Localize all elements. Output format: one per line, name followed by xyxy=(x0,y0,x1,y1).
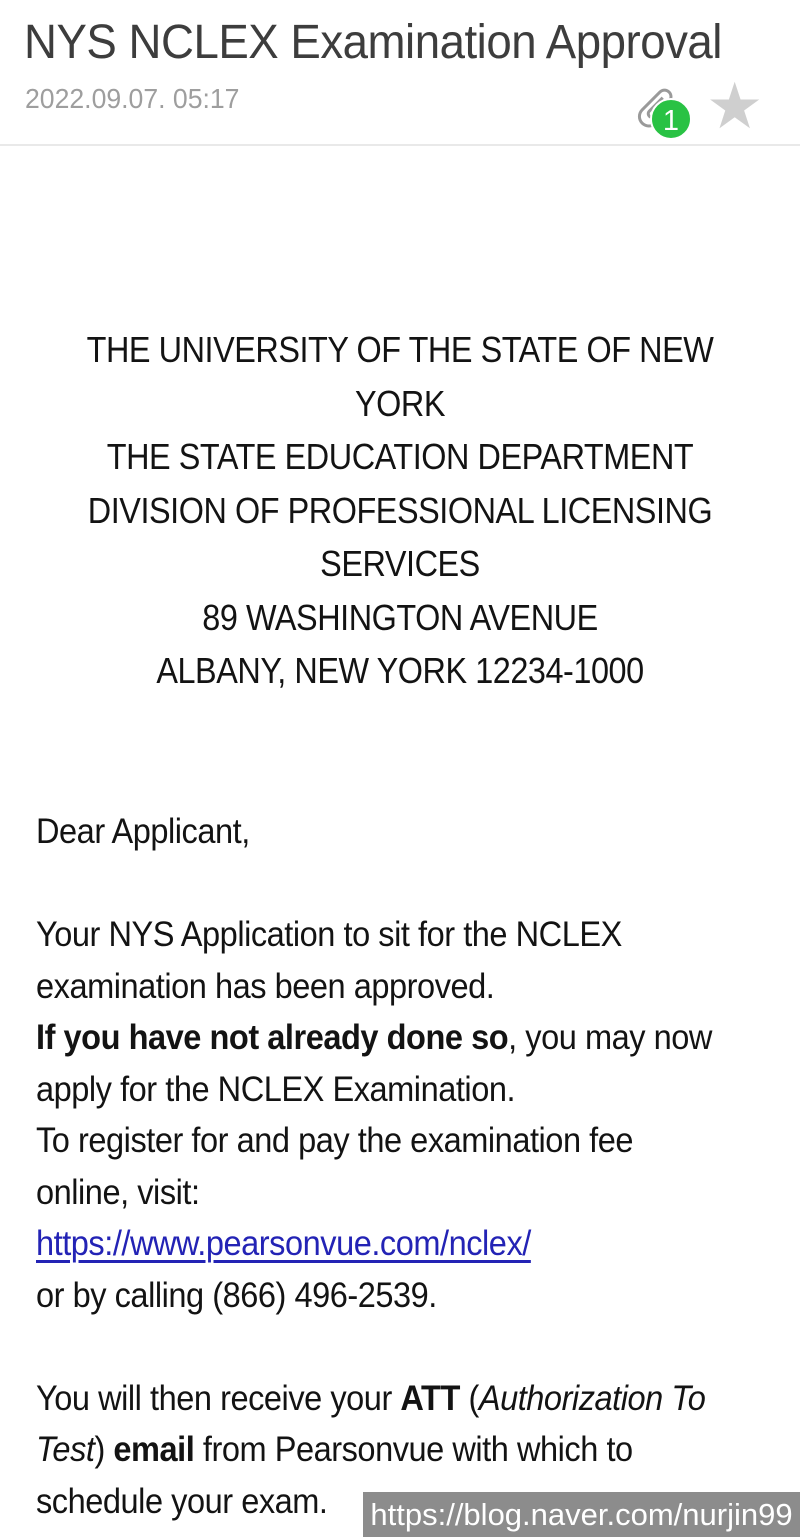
body-text-segment: ( xyxy=(459,1378,479,1418)
body-line xyxy=(36,1218,743,1270)
email-date: 2022.09.07. 05:17 xyxy=(25,83,240,114)
body-text-segment: ATT xyxy=(400,1378,460,1418)
letter-body xyxy=(36,806,796,1527)
body-text-segment: or by calling (866) 496-2539. xyxy=(36,1275,437,1315)
body-text-segment: Test xyxy=(36,1430,95,1469)
attachment-button[interactable] xyxy=(632,82,696,144)
pearsonvue-link[interactable]: https://www.pearsonvue.com/nclex/ xyxy=(36,1224,531,1263)
watermark-url: https://blog.naver.com/nurjin99 xyxy=(363,1492,800,1537)
body-line xyxy=(36,806,743,858)
letter-heading-line: SERVICES xyxy=(320,543,480,584)
body-text-segment: To register for and pay the examination fee xyxy=(36,1121,634,1160)
body-text-segment: Authorization To xyxy=(478,1378,706,1418)
body-text-segment: Dear Applicant, xyxy=(36,812,250,851)
body-text-segment: You will then receive your xyxy=(36,1378,401,1418)
body-text-segment: apply for the NCLEX Examination. xyxy=(36,1069,516,1109)
body-line xyxy=(36,1373,743,1425)
body-text-segment: Your NYS Application to sit for the NCLEX xyxy=(36,915,622,954)
body-line xyxy=(36,1064,743,1116)
body-line xyxy=(36,909,743,961)
letter-heading-line: THE STATE EDUCATION DEPARTMENT xyxy=(106,436,694,477)
letter-heading-line: DIVISION OF PROFESSIONAL LICENSING xyxy=(87,489,713,531)
body-line xyxy=(36,1270,743,1322)
body-text-segment: examination has been approved. xyxy=(36,966,495,1006)
letter-heading-line: 89 WASHINGTON AVENUE xyxy=(202,596,598,638)
body-line xyxy=(36,1115,743,1167)
letter-heading-line: YORK xyxy=(354,382,446,424)
body-line xyxy=(36,961,743,1013)
body-text-segment: email xyxy=(113,1430,195,1469)
email-header xyxy=(0,0,800,146)
email-subject: NYS NCLEX Examination Approval xyxy=(24,16,722,69)
star-icon[interactable]: ★ xyxy=(706,70,764,142)
attachment-count-badge: 1 xyxy=(650,98,692,140)
body-line xyxy=(36,1012,743,1064)
body-text-segment: schedule your exam. xyxy=(36,1481,328,1521)
body-text-segment: , you may now xyxy=(508,1018,712,1057)
header-divider xyxy=(0,144,800,146)
body-blank-line xyxy=(36,1321,743,1373)
body-text-segment: ) xyxy=(94,1430,114,1469)
body-line xyxy=(36,1167,743,1219)
body-blank-line xyxy=(36,858,743,910)
body-text-segment: from Pearsonvue with which to xyxy=(194,1430,633,1469)
letter-heading-line: ALBANY, NEW YORK 12234-1000 xyxy=(156,650,644,691)
body-text-segment: If you have not already done so xyxy=(36,1018,509,1057)
body-text-segment: online, visit: xyxy=(36,1172,200,1212)
letter-heading-line: THE UNIVERSITY OF THE STATE OF NEW xyxy=(86,329,714,370)
letter-heading xyxy=(40,323,760,698)
body-line xyxy=(36,1424,743,1476)
